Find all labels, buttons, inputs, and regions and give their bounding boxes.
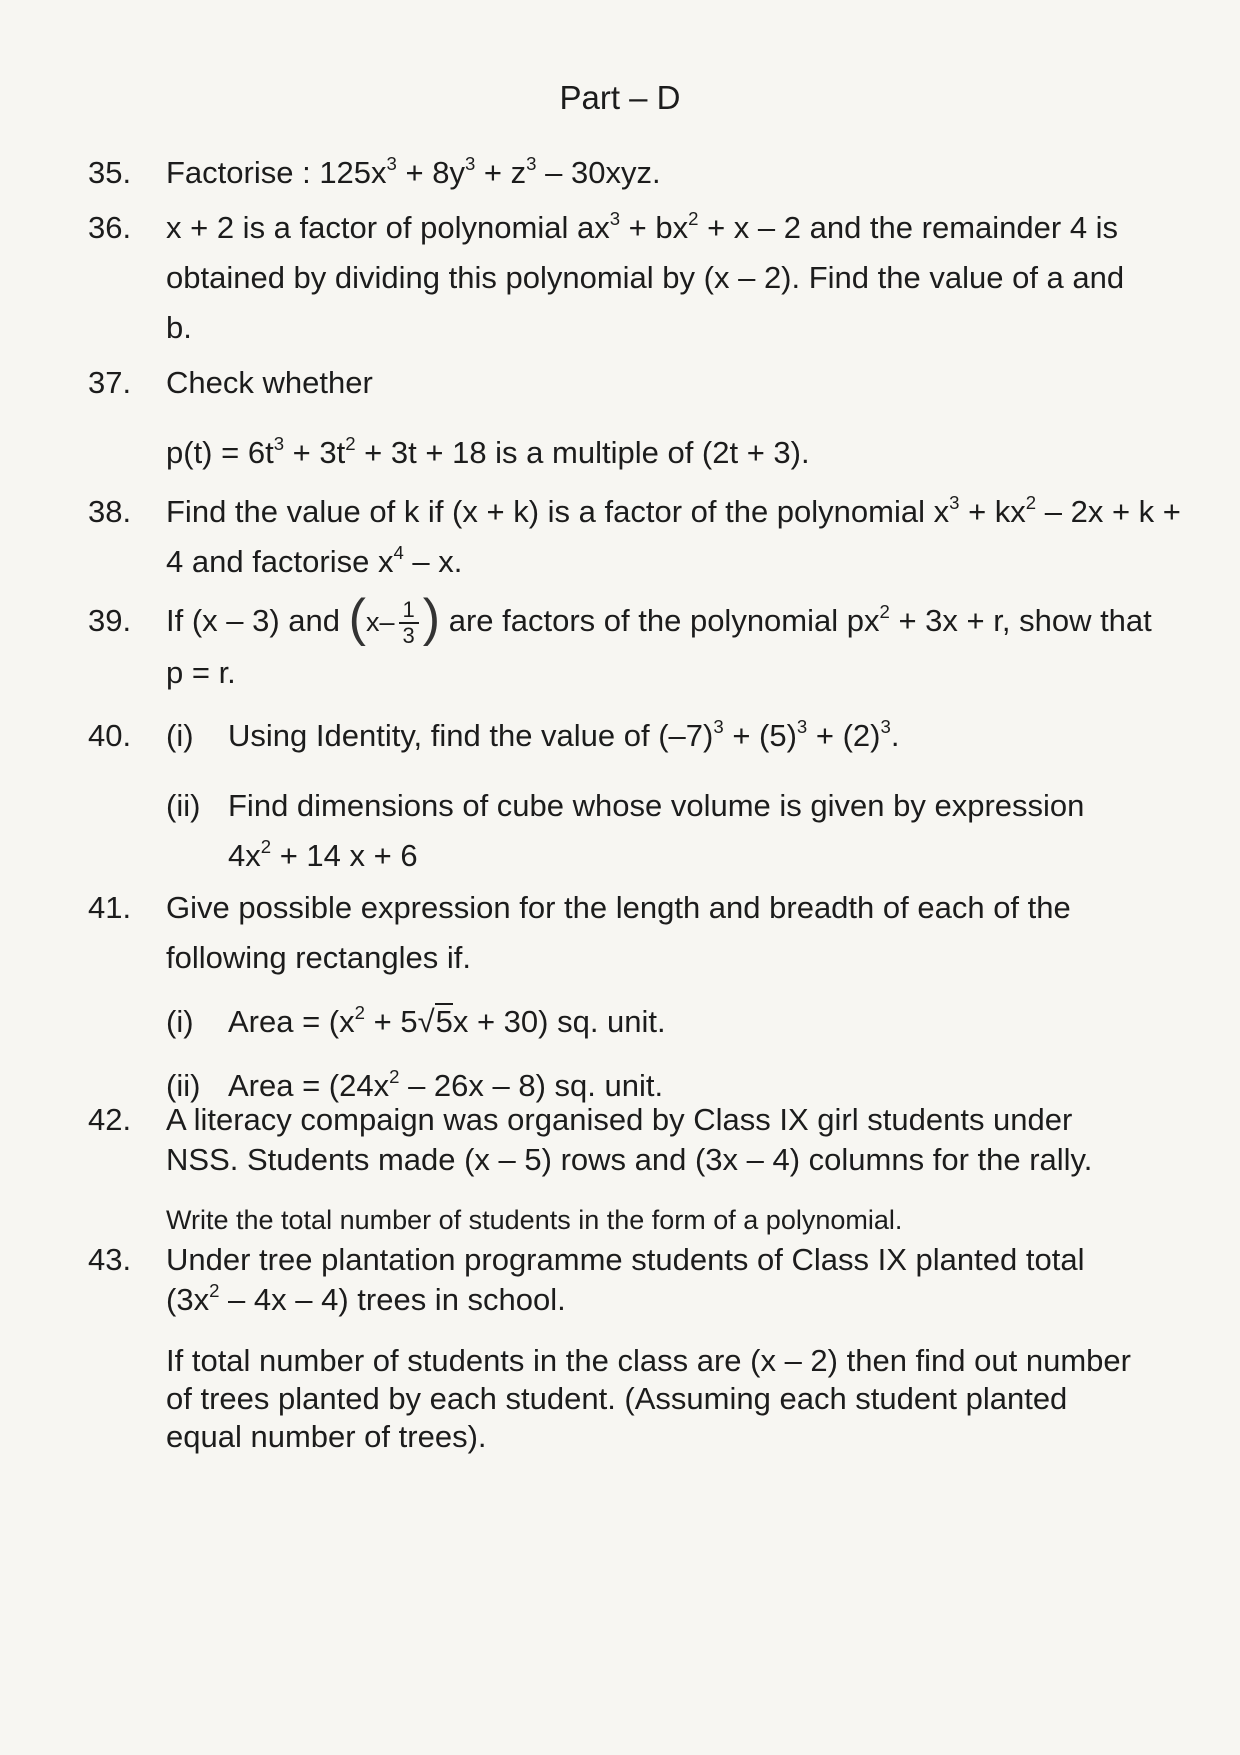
question-number: 43. [88,1242,132,1277]
question-text: A literacy compaign was organised by Class IX girl students under NSS. Students made (x – 5) rows and (3x – 4) columns for the rally. Write the total number of students in the form of a polynomial. [166,1102,1093,1235]
question-39 [88,589,1152,698]
sub-question-ii: (ii) Area = $(24x^2 - 26x - 8)$ sq. unit. [166,1065,664,1103]
sub-question-i: (i) Area = $(x^2 + 5√5x + 30)$ sq. unit. [166,1001,666,1039]
question-text: Find the value of k if (x + k) is a factor of the polynomial $x^3 + kx^2 - 2x + k$ + 4 and factorise $x^4$ – x. [166,491,1181,579]
question-number: 39. [88,603,132,638]
question-41 [88,883,1148,1111]
question-43 [88,1240,1148,1456]
question-text: Give possible expression for the length and breadth of each of the following rectangles if. [166,890,1071,975]
question-number: 35. [88,155,132,190]
question-number: 42. [88,1102,132,1137]
question-38 [88,487,1181,587]
question-text: If (x – 3) and (x– $\frac{1}{3}$ ) are factors of the polynomial $px^2 + 3x + r$, show that p = r. [166,589,1152,690]
sub-question-i: (i) Using Identity, find the value of $(-7)^3 + (5)^3 + (2)^3$. [166,715,900,753]
question-40 [88,711,1148,881]
question-number: 38. [88,494,132,529]
question-number: 40. [88,718,132,753]
fraction: $\frac{1}{3}$ [399,598,419,648]
part-title: Part – D [559,79,681,116]
sub-question-ii: (ii) Find dimensions of cube whose volume is given by expression $4x^2 + 14$ x + 6 [166,788,1085,873]
question-text: Check whether $p(t) = 6t^3 + 3t^2 + 3t + 18$ is a multiple of (2t + 3). [166,365,810,470]
question-number: 36. [88,210,132,245]
question-text: Under tree plantation programme students of Class IX planted total $(3x^2 - 4x - 4)$ trees in school. If total number of students in the class are (x – 2) then find out number of trees planted by each student. (Assuming each student planted equal number of trees). [166,1242,1131,1454]
question-37 [88,358,1148,478]
question-number: 37. [88,365,132,400]
question-text: x + 2 is a factor of polynomial $ax^3 + bx^2 + x - 2$ and the remainder 4 is obtained by dividing this polynomial by (x – 2). Find the value of a and b. [166,207,1125,345]
question-42 [88,1100,1148,1240]
question-36 [88,203,1148,353]
question-text: Factorise : $125x^3 + 8y^3 + z^3 - 30xyz$. [166,152,661,190]
question-number: 41. [88,890,132,925]
question-35 [88,148,1148,198]
